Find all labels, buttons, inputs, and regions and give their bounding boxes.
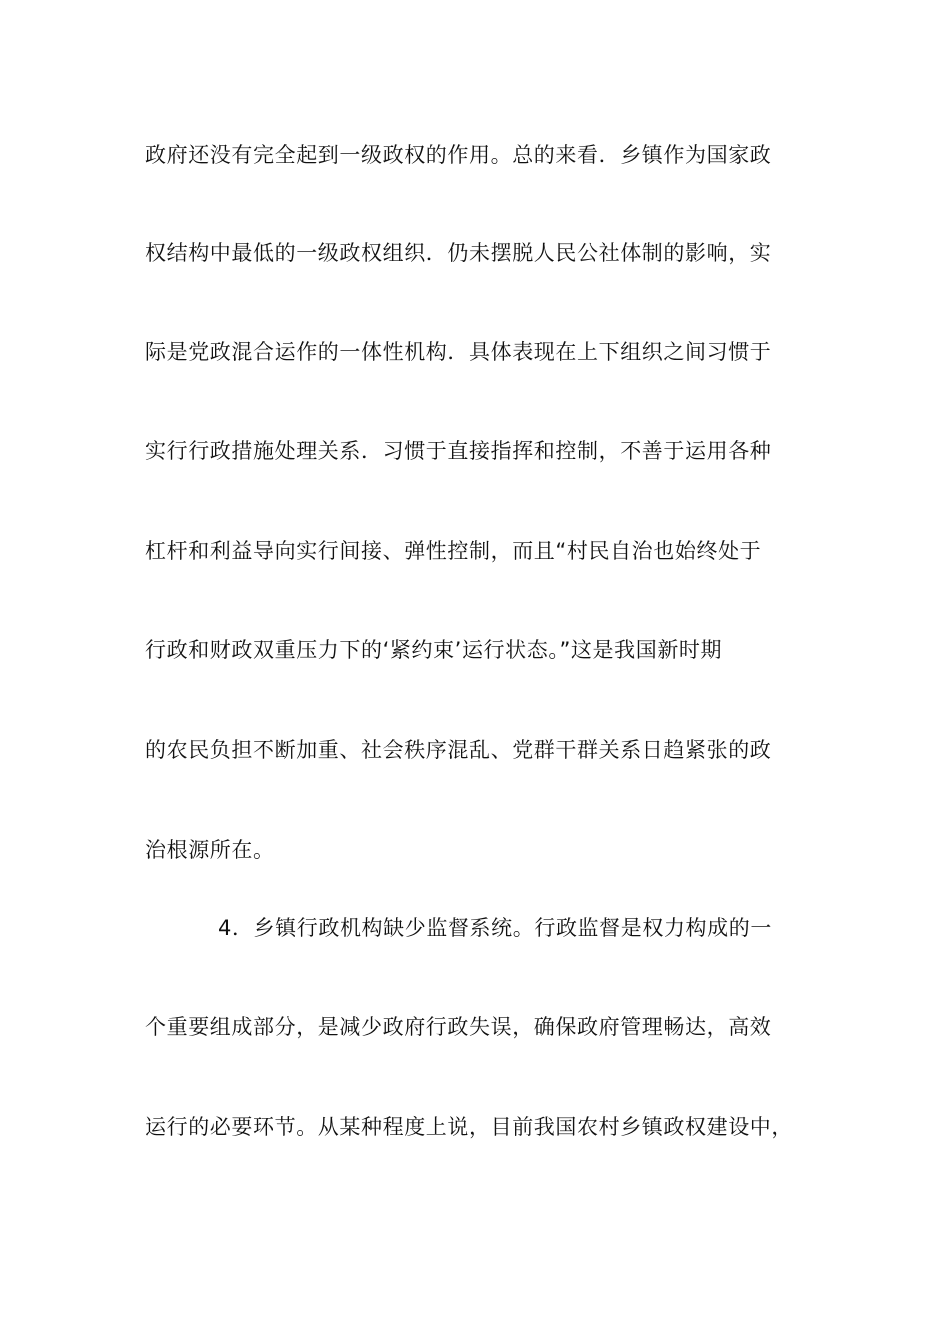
- paragraph-line: 政府还没有完全起到一级政权的作用。总的来看．乡镇作为国家政: [145, 143, 772, 167]
- paragraph-line: 运行的必要环节。从某种程度上说，目前我国农村乡镇政权建设中，: [145, 1115, 793, 1139]
- paragraph-line-indented: 4．乡镇行政机构缺少监督系统。行政监督是权力构成的一: [218, 916, 772, 940]
- paragraph-line: 行政和财政双重压力下的‘紧约束’运行状态。”这是我国新时期: [145, 638, 723, 662]
- paragraph-line: 杠杆和利益导向实行间接、弹性控制，而且“村民自治也始终处于: [145, 539, 762, 563]
- paragraph-line: 个重要组成部分，是减少政府行政失误，确保政府管理畅达，高效: [145, 1015, 772, 1039]
- paragraph-line: 际是党政混合运作的一体性机构．具体表现在上下组织之间习惯于: [145, 340, 772, 364]
- paragraph-line: 治根源所在。: [145, 838, 275, 862]
- paragraph-line: 权结构中最低的一级政权组织．仍未摆脱人民公社体制的影响，实: [145, 241, 772, 265]
- paragraph-line: 的农民负担不断加重、社会秩序混乱、党群干群关系日趋紧张的政: [145, 738, 772, 762]
- paragraph-line: 实行行政措施处理关系．习惯于直接指挥和控制，不善于运用各种: [145, 439, 772, 463]
